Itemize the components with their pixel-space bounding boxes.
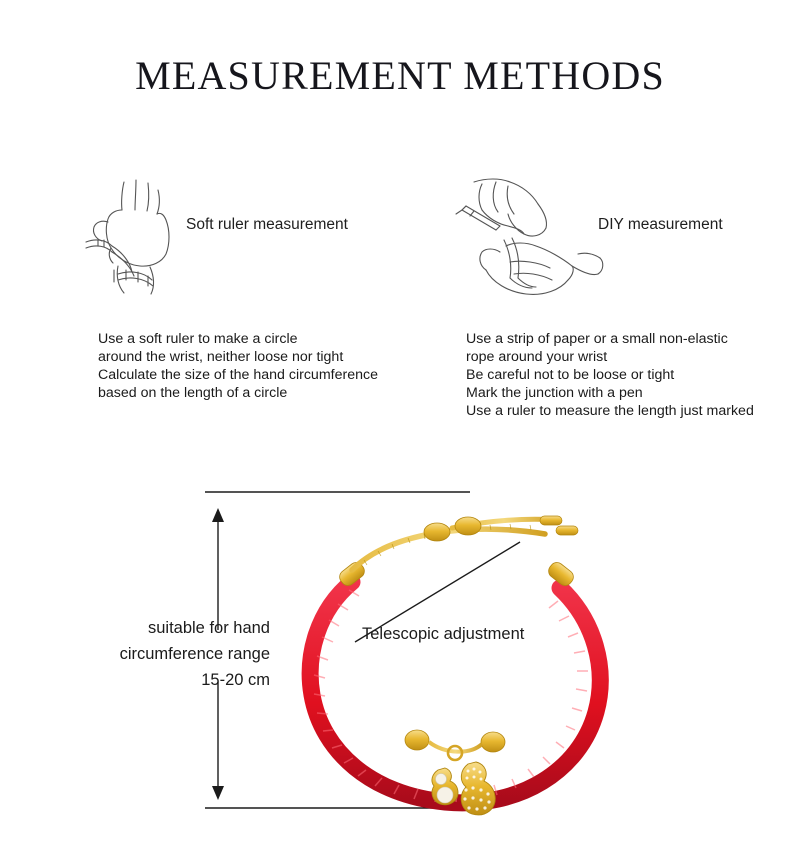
method-block-soft-ruler xyxy=(78,170,438,401)
method-label: Soft ruler measurement xyxy=(186,216,348,233)
page-title: MEASUREMENT METHODS xyxy=(135,53,665,98)
gold-end-cap-right xyxy=(546,560,576,589)
method-line: based on the length of a circle xyxy=(98,385,288,401)
pave-gourd-charm xyxy=(461,762,495,815)
slider-bead-left xyxy=(424,523,450,541)
bracelet-size-diagram xyxy=(0,470,800,868)
range-line: 15-20 cm xyxy=(201,671,270,689)
chain-end-tip-1 xyxy=(540,516,562,525)
hand-with-paper-strip-icon xyxy=(452,170,632,310)
method-line: Use a ruler to measure the length just marked xyxy=(466,403,754,419)
method-head xyxy=(78,170,438,320)
method-line: around the wrist, neither loose nor tight xyxy=(98,349,344,365)
method-line: Be careful not to be loose or tight xyxy=(466,367,675,383)
method-head xyxy=(452,170,800,320)
method-line: Mark the junction with a pen xyxy=(466,385,643,401)
bottom-bead-left xyxy=(405,730,429,750)
method-description xyxy=(466,330,800,420)
slider-bead-right xyxy=(455,517,481,535)
range-line: circumference range xyxy=(119,645,270,663)
telescopic-adjustment-label: Telescopic adjustment xyxy=(362,625,525,643)
method-line: Calculate the size of the hand circumference xyxy=(98,367,378,383)
adjustable-gold-chain xyxy=(352,516,578,570)
method-line: rope around your wrist xyxy=(466,349,608,365)
method-line: Use a soft ruler to make a circle xyxy=(98,331,298,347)
method-line: Use a strip of paper or a small non-elastic xyxy=(466,331,728,347)
range-line: suitable for hand xyxy=(147,619,270,637)
hand-with-soft-ruler-icon xyxy=(78,170,218,310)
method-block-diy xyxy=(452,170,800,419)
method-description xyxy=(98,330,443,402)
bottom-bead-right xyxy=(481,732,505,752)
red-rope-cord xyxy=(310,582,600,803)
hand-circumference-range xyxy=(40,615,270,693)
chain-end-tip-2 xyxy=(556,526,578,535)
method-label: DIY measurement xyxy=(598,216,723,233)
pearl-gourd-charm xyxy=(432,768,458,805)
